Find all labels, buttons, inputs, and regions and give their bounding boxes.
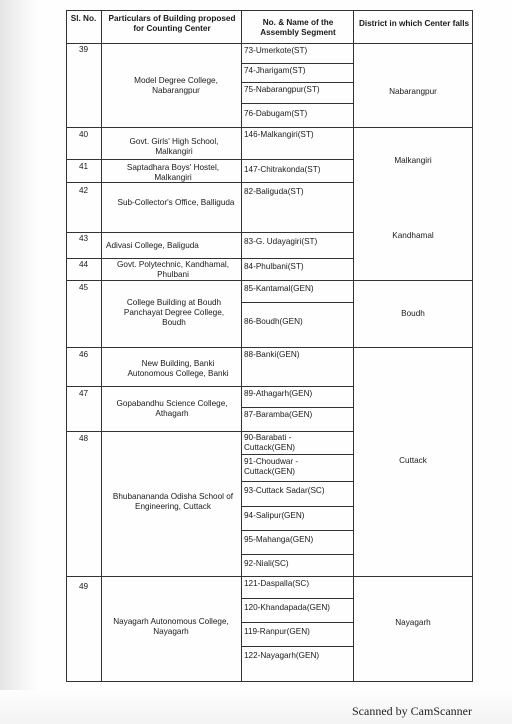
sl-no-42: 42 — [78, 186, 89, 195]
district-kandhamal: Kandhamal — [392, 231, 434, 240]
segment-91: 91-Choudwar - Cuttack(GEN) — [244, 457, 299, 476]
segment-88: 88-Banki(GEN) — [244, 350, 300, 359]
sl-no-39: 39 — [78, 45, 89, 54]
segment-119: 119-Ranpur(GEN) — [244, 627, 310, 636]
segment-85: 85-Kantamal(GEN) — [244, 284, 314, 293]
district-boudh: Boudh — [401, 309, 425, 318]
header-district: District in which Center falls — [358, 19, 470, 28]
sl-no-49: 49 — [78, 582, 89, 591]
building-42: Sub-Collector's Office, Balliguda — [117, 198, 235, 207]
segment-92: 92-Niali(SC) — [244, 559, 289, 568]
building-46: New Building, Banki Autonomous College, Banki — [127, 359, 229, 378]
segment-121: 121-Daspalla(SC) — [244, 579, 310, 588]
sl-no-45: 45 — [78, 283, 89, 292]
segment-86: 86-Boudh(GEN) — [244, 317, 303, 326]
segment-122: 122-Nayagarh(GEN) — [244, 651, 320, 660]
scanner-watermark: Scanned by CamScanner — [352, 704, 472, 718]
segment-93: 93-Cuttack Sadar(SC) — [244, 486, 325, 495]
segment-146: 146-Malkangiri(ST) — [244, 130, 314, 139]
sl-no-40: 40 — [78, 130, 89, 139]
building-45: College Building at Boudh Panchayat Degree College, Boudh — [123, 298, 225, 327]
segment-75: 75-Nabarangpur(ST) — [244, 85, 320, 94]
building-47: Gopabandhu Science College, Athagarh — [116, 399, 228, 418]
sl-no-43: 43 — [78, 234, 89, 243]
building-39: Model Degree College, Nabarangpur — [134, 76, 218, 95]
building-49: Nayagarh Autonomous College, Nayagarh — [113, 617, 229, 636]
segment-95: 95-Mahanga(GEN) — [244, 535, 314, 544]
building-44: Govt. Polytechnic, Kandhamal, Phulbani — [117, 260, 229, 279]
segment-74: 74-Jharigam(ST) — [244, 66, 306, 75]
sl-no-44: 44 — [78, 260, 89, 269]
sl-no-48: 48 — [78, 434, 89, 443]
segment-73: 73-Umerkote(ST) — [244, 46, 308, 55]
building-48: Bhubanananda Odisha School of Engineering, Cuttack — [112, 492, 234, 511]
segment-84: 84-Phulbani(ST) — [244, 262, 304, 271]
segment-82: 82-Baliguda(ST) — [244, 187, 304, 196]
sl-no-46: 46 — [78, 350, 89, 359]
counting-center-table — [66, 10, 473, 682]
sl-no-41: 41 — [78, 162, 89, 171]
building-41: Saptadhara Boys' Hostel, Malkangiri — [126, 163, 220, 182]
segment-94: 94-Salipur(GEN) — [244, 511, 305, 520]
district-nabarangpur: Nabarangpur — [389, 87, 437, 96]
district-cuttack: Cuttack — [399, 456, 427, 465]
segment-83: 83-G. Udayagiri(ST) — [244, 237, 318, 246]
segment-76: 76-Dabugam(ST) — [244, 109, 308, 118]
segment-147: 147-Chitrakonda(ST) — [244, 165, 321, 174]
header-building: Particulars of Building proposed for Counting Center — [108, 14, 236, 33]
building-43: Adivasi College, Baliguda — [106, 241, 199, 250]
district-malkangiri: Malkangiri — [394, 156, 432, 165]
building-40: Govt. Girls' High School, Malkangiri — [129, 137, 219, 156]
header-assembly-segment: No. & Name of the Assembly Segment — [260, 18, 336, 37]
district-nayagarh: Nayagarh — [395, 618, 431, 627]
segment-90: 90-Barabati - Cuttack(GEN) — [244, 433, 295, 452]
segment-87: 87-Baramba(GEN) — [244, 410, 313, 419]
header-sl-no: Sl. No. — [70, 14, 97, 23]
sl-no-47: 47 — [78, 389, 89, 398]
segment-120: 120-Khandapada(GEN) — [244, 603, 331, 612]
scan-edge-shadow — [0, 0, 40, 724]
segment-89: 89-Athagarh(GEN) — [244, 389, 313, 398]
